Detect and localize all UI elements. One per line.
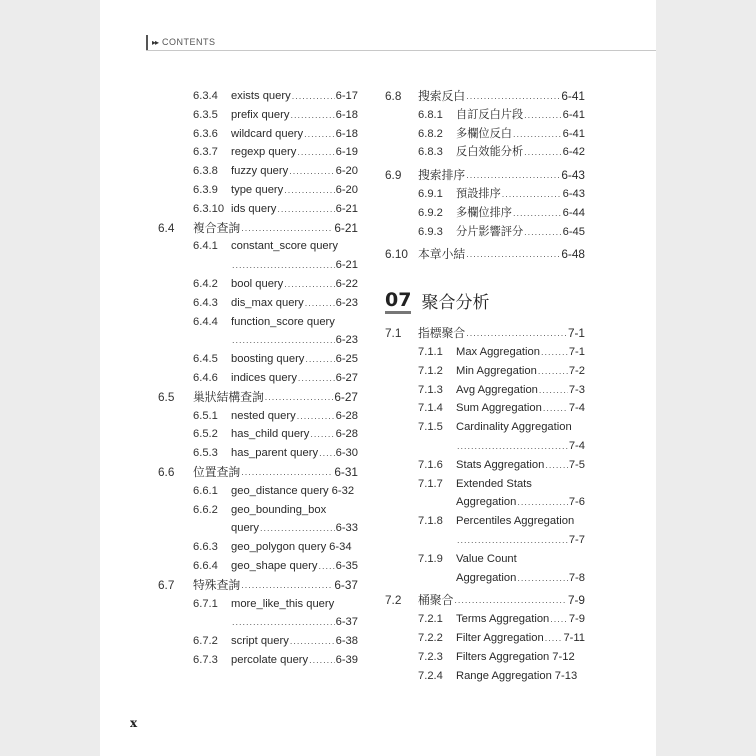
toc-entry-page: 6-22 — [335, 277, 358, 290]
toc-entry-title: script query — [231, 635, 289, 648]
toc-entry-title: geo_distance query — [231, 484, 329, 497]
toc-entry-page: 6-17 — [335, 90, 358, 102]
toc-entry-title: function_score query — [231, 315, 335, 328]
toc-entry-number: 6.5.2 — [193, 428, 218, 441]
toc-entry-title: Percentiles Aggregation — [456, 515, 575, 528]
toc-entry-page: 7-7 — [568, 533, 585, 546]
toc-subsection-entry[interactable] — [158, 407, 358, 426]
toc-section-entry[interactable] — [158, 463, 358, 482]
header-bar — [146, 35, 148, 50]
toc-leader-dots — [290, 632, 335, 651]
toc-entry-number: 7.1.2 — [418, 364, 443, 377]
toc-entry-page: 6-32 — [331, 484, 355, 497]
toc-entry-title: 搜索反白 — [418, 89, 466, 103]
toc-entry-continuation[interactable] — [385, 531, 585, 550]
toc-entry-number: 6.6.4 — [193, 559, 218, 572]
toc-entry-number: 6.4.4 — [193, 315, 218, 328]
toc-leader-dots — [241, 219, 333, 238]
header-arrows-icon: ▸▸ — [152, 37, 159, 47]
toc-subsection-entry[interactable] — [158, 275, 358, 294]
toc-entry-number: 6.9.1 — [418, 187, 443, 200]
toc-entry-number: 6.9.3 — [418, 225, 443, 238]
toc-entry-title: 指標聚合 — [418, 326, 466, 341]
toc-entry-page: 6-41 — [562, 127, 585, 140]
toc-entry-number: 7.1 — [385, 326, 402, 341]
toc-entry-title: prefix query — [231, 108, 290, 121]
toc-entry-page: 6-31 — [334, 464, 358, 479]
header-rule — [146, 50, 656, 51]
toc-leader-dots — [284, 181, 334, 200]
toc-subsection-entry[interactable] — [385, 550, 585, 569]
toc-entry-title: 本章小結 — [418, 247, 466, 262]
toc-leader-dots — [232, 256, 335, 275]
toc-entry-number: 6.7.3 — [193, 653, 218, 666]
toc-entry-number: 6.3.10 — [193, 202, 225, 215]
toc-entry-title: Aggregation — [456, 496, 517, 509]
toc-entry-number: 6.8.2 — [418, 127, 443, 140]
toc-entry-title: 搜索排序 — [418, 168, 466, 183]
toc-entry-number: 6.4.2 — [193, 277, 218, 290]
toc-subsection-entry[interactable] — [158, 181, 358, 200]
toc-leader-dots — [277, 200, 334, 219]
toc-entry-title: 預設排序 — [456, 187, 501, 200]
running-header — [146, 34, 216, 50]
toc-leader-dots — [550, 610, 568, 629]
toc-entry-page: 6-37 — [335, 616, 358, 629]
toc-entry-title: geo_shape query — [231, 559, 318, 572]
toc-subsection-entry[interactable] — [158, 125, 358, 144]
toc-entry-page: 6-41 — [561, 89, 585, 103]
toc-subsection-entry[interactable] — [158, 237, 358, 256]
toc-entry-page: 6-30 — [335, 447, 358, 460]
toc-entry-title: ids query — [231, 202, 277, 215]
toc-subsection-entry[interactable] — [158, 106, 358, 125]
toc-entry-number: 7.2.3 — [418, 650, 443, 663]
toc-entry-page: 6-43 — [561, 168, 585, 183]
toc-entry-page: 6-35 — [335, 559, 358, 572]
toc-subsection-entry[interactable] — [385, 362, 585, 381]
toc-subsection-entry[interactable] — [385, 125, 585, 144]
toc-entry-title: has_parent query — [231, 447, 319, 460]
toc-entry-title: Stats Aggregation — [456, 458, 545, 471]
toc-section-entry[interactable] — [385, 166, 585, 185]
toc-entry-page: 7-13 — [554, 669, 578, 682]
toc-entry-title: fuzzy query — [231, 165, 289, 178]
toc-entry-number: 6.7.2 — [193, 635, 218, 648]
toc-leader-dots — [538, 362, 568, 381]
toc-entry-page: 6-18 — [335, 127, 358, 140]
toc-leader-dots — [305, 350, 334, 369]
toc-entry-title: 多欄位反白 — [456, 127, 512, 140]
toc-entry-continuation[interactable] — [158, 519, 358, 538]
toc-section-entry[interactable] — [158, 388, 358, 407]
toc-entry-number: 7.2.2 — [418, 631, 443, 644]
toc-subsection-entry[interactable] — [158, 538, 358, 557]
toc-leader-dots — [545, 456, 568, 475]
toc-leader-dots — [284, 275, 334, 294]
toc-entry-number: 6.9.2 — [418, 206, 443, 219]
toc-entry-number: 6.9 — [385, 168, 402, 183]
toc-leader-dots — [309, 651, 334, 670]
toc-leader-dots — [466, 166, 560, 185]
toc-entry-page: 7-9 — [568, 613, 585, 626]
toc-entry-number: 6.5 — [158, 389, 175, 404]
toc-leader-dots — [265, 388, 334, 407]
toc-entry-number: 6.3.8 — [193, 165, 218, 178]
toc-entry-number: 7.1.6 — [418, 458, 443, 471]
toc-entry-number: 6.4.6 — [193, 371, 218, 384]
toc-subsection-entry[interactable] — [158, 425, 358, 444]
toc-entry-number: 7.1.9 — [418, 552, 443, 565]
toc-leader-dots — [232, 331, 335, 350]
toc-entry-number: 6.3.6 — [193, 127, 218, 140]
toc-chapter-7 — [385, 324, 585, 685]
toc-subsection-entry[interactable] — [385, 456, 585, 475]
toc-leader-dots — [305, 294, 335, 313]
toc-entry-number: 7.2.1 — [418, 613, 443, 626]
toc-section-entry[interactable] — [385, 591, 585, 610]
toc-entry-page: 6-28 — [335, 428, 358, 441]
toc-leader-dots — [241, 463, 333, 482]
toc-entry-number: 6.3.9 — [193, 183, 218, 196]
toc-leader-dots — [289, 162, 334, 181]
toc-leader-dots — [241, 576, 333, 595]
toc-entry-page: 7-8 — [568, 571, 585, 584]
toc-leader-dots — [319, 444, 335, 463]
toc-subsection-entry[interactable] — [158, 369, 358, 388]
toc-leader-dots — [304, 125, 334, 144]
toc-leader-dots — [524, 143, 561, 162]
toc-entry-page: 7-1 — [567, 326, 585, 341]
toc-entry-title: constant_score query — [231, 240, 338, 253]
toc-entry-number: 6.4.1 — [193, 240, 218, 253]
toc-entry-title: Extended Stats — [456, 477, 532, 490]
toc-entry-page: 6-23 — [335, 296, 358, 309]
toc-entry-title: 反白效能分析 — [456, 146, 524, 159]
toc-subsection-entry[interactable] — [158, 651, 358, 670]
toc-entry-number: 6.4 — [158, 220, 175, 235]
toc-subsection-entry[interactable] — [385, 223, 585, 242]
toc-section-entry[interactable] — [385, 87, 585, 106]
toc-entry-page: 6-18 — [335, 108, 358, 121]
toc-leader-dots — [545, 629, 563, 648]
toc-entry-number: 6.8.1 — [418, 108, 443, 121]
toc-leader-dots — [541, 343, 568, 362]
header-label: CONTENTS — [162, 37, 216, 47]
toc-entry-title: Filter Aggregation — [456, 631, 544, 644]
toc-entry-page: 6-21 — [334, 220, 358, 235]
toc-entry-page: 6-43 — [562, 187, 585, 200]
toc-leader-dots — [466, 324, 567, 343]
toc-entry-page: 6-34 — [329, 541, 352, 554]
toc-entry-page: 6-27 — [334, 389, 358, 404]
toc-leader-dots — [513, 125, 562, 144]
toc-entry-continuation[interactable] — [158, 613, 358, 632]
toc-entry-number: 7.1.8 — [418, 515, 443, 528]
toc-entry-title: 巢狀結構查詢 — [193, 389, 264, 404]
toc-entry-number: 7.1.7 — [418, 477, 443, 490]
toc-entry-page: 7-6 — [568, 496, 585, 509]
toc-entry-continuation[interactable] — [158, 256, 358, 275]
toc-entry-number: 7.1.3 — [418, 383, 443, 396]
toc-leader-dots — [454, 591, 567, 610]
toc-subsection-entry[interactable] — [158, 294, 358, 313]
toc-subsection-entry[interactable] — [385, 185, 585, 204]
toc-entry-page: 7-4 — [568, 439, 585, 452]
toc-entry-title: Terms Aggregation — [456, 613, 550, 626]
toc-leader-dots — [502, 185, 562, 204]
toc-entry-number: 6.7 — [158, 577, 175, 592]
toc-leader-dots — [290, 106, 334, 125]
toc-right-column — [385, 87, 585, 685]
toc-entry-title: 桶聚合 — [418, 593, 454, 608]
toc-subsection-entry[interactable] — [158, 632, 358, 651]
toc-subsection-entry[interactable] — [385, 610, 585, 629]
toc-entry-page: 6-27 — [335, 371, 358, 384]
toc-entry-title: Range Aggregation — [456, 669, 552, 682]
toc-leader-dots — [466, 245, 560, 264]
toc-subsection-entry[interactable] — [158, 200, 358, 219]
toc-entry-number: 6.3.7 — [193, 146, 218, 159]
toc-entry-number: 6.3.4 — [193, 90, 218, 102]
toc-entry-page: 7-9 — [567, 593, 585, 608]
toc-subsection-entry[interactable] — [158, 557, 358, 576]
toc-entry-title: query — [231, 522, 259, 535]
toc-entry-page: 7-1 — [568, 345, 585, 358]
toc-entry-number: 6.6 — [158, 464, 175, 479]
toc-entry-page: 6-41 — [562, 108, 585, 121]
toc-entry-page: 6-48 — [561, 247, 585, 262]
toc-entry-page: 6-33 — [335, 522, 358, 535]
toc-entry-page: 6-37 — [334, 577, 358, 592]
toc-leader-dots — [466, 87, 560, 106]
toc-entry-page: 6-21 — [335, 202, 358, 215]
toc-entry-page: 7-11 — [563, 631, 585, 644]
toc-entry-number: 6.4.5 — [193, 353, 218, 366]
toc-leader-dots — [292, 87, 335, 106]
toc-subsection-entry[interactable] — [385, 475, 585, 494]
toc-entry-page: 6-44 — [562, 206, 585, 219]
toc-entry-page: 7-4 — [568, 402, 585, 415]
toc-subsection-entry[interactable] — [158, 143, 358, 162]
toc-entry-title: regexp query — [231, 146, 297, 159]
toc-entry-page: 6-20 — [335, 165, 358, 178]
toc-section-entry[interactable] — [385, 245, 585, 264]
toc-leader-dots — [310, 425, 334, 444]
toc-entry-title: more_like_this query — [231, 597, 335, 610]
toc-leader-dots — [543, 399, 568, 418]
toc-entry-page: 6-23 — [335, 334, 358, 347]
toc-entry-title: Cardinality Aggregation — [456, 421, 572, 434]
toc-entry-page: 6-39 — [335, 653, 358, 666]
toc-entry-title: exists query — [231, 90, 291, 102]
toc-entry-number: 6.4.3 — [193, 296, 218, 309]
toc-entry-number: 6.5.3 — [193, 447, 218, 460]
toc-leader-dots — [297, 143, 334, 162]
toc-subsection-entry[interactable] — [158, 595, 358, 614]
toc-entry-continuation[interactable] — [385, 569, 585, 588]
toc-entry-continuation[interactable] — [385, 493, 585, 512]
toc-entry-page: 6-25 — [335, 353, 358, 366]
toc-leader-dots — [297, 407, 335, 426]
toc-section-entry[interactable] — [385, 324, 585, 343]
toc-entry-title: Avg Aggregation — [456, 383, 538, 396]
toc-leader-dots — [260, 519, 335, 538]
toc-section-entry[interactable] — [158, 219, 358, 238]
toc-entry-number: 6.8.3 — [418, 146, 443, 159]
toc-entry-title: Sum Aggregation — [456, 402, 542, 415]
toc-subsection-entry[interactable] — [385, 667, 585, 686]
toc-entry-number: 7.1.1 — [418, 345, 443, 358]
toc-leader-dots — [298, 369, 335, 388]
chapter-number: 07 — [385, 290, 411, 314]
toc-subsection-entry[interactable] — [385, 418, 585, 437]
toc-subsection-entry[interactable] — [158, 482, 358, 501]
chapter-heading — [385, 290, 585, 314]
toc-leader-dots — [539, 381, 568, 400]
toc-entry-page: 6-21 — [335, 259, 358, 272]
toc-subsection-entry[interactable] — [158, 501, 358, 520]
toc-entry-title: Filters Aggregation — [456, 650, 550, 663]
toc-entry-title: wildcard query — [231, 127, 304, 140]
chapter-title: 聚合分析 — [421, 293, 490, 313]
toc-entry-page: 7-12 — [552, 650, 575, 663]
toc-left-column — [158, 87, 358, 670]
toc-entry-page: 6-45 — [562, 225, 585, 238]
toc-entry-number: 7.1.4 — [418, 402, 443, 415]
toc-entry-number: 6.3.5 — [193, 108, 218, 121]
toc-entry-number: 7.2 — [385, 593, 402, 608]
toc-entry-title: percolate query — [231, 653, 309, 666]
toc-entry-title: nested query — [231, 409, 296, 422]
toc-subsection-entry[interactable] — [385, 648, 585, 667]
toc-entry-number: 6.7.1 — [193, 597, 218, 610]
toc-entry-title: 特殊查詢 — [193, 577, 241, 592]
toc-entry-title: dis_max query — [231, 296, 304, 309]
toc-entry-title: 複合查詢 — [193, 220, 241, 235]
toc-subsection-entry[interactable] — [385, 143, 585, 162]
toc-leader-dots — [524, 223, 561, 242]
toc-subsection-entry[interactable] — [385, 629, 585, 648]
toc-entry-continuation[interactable] — [158, 331, 358, 350]
toc-leader-dots — [524, 106, 561, 125]
toc-leader-dots — [513, 204, 562, 223]
toc-entry-number: 6.6.2 — [193, 503, 218, 516]
toc-subsection-entry[interactable] — [158, 313, 358, 332]
toc-entry-page: 6-20 — [335, 183, 358, 196]
toc-chapter-6-continued — [385, 87, 585, 264]
toc-entry-page: 6-28 — [335, 409, 358, 422]
toc-entry-title: Value Count — [456, 552, 517, 565]
toc-entry-title: Max Aggregation — [456, 345, 540, 358]
toc-entry-page: 6-42 — [562, 146, 585, 159]
toc-entry-page: 7-3 — [568, 383, 585, 396]
toc-subsection-entry[interactable] — [158, 444, 358, 463]
toc-entry-title: Min Aggregation — [456, 364, 537, 377]
toc-leader-dots — [457, 437, 568, 456]
toc-entry-number: 6.8 — [385, 89, 402, 103]
toc-entry-number: 6.5.1 — [193, 409, 218, 422]
toc-entry-title: 位置查詢 — [193, 464, 241, 479]
toc-entry-number: 7.2.4 — [418, 669, 443, 682]
toc-entry-number: 7.1.5 — [418, 421, 443, 434]
toc-entry-continuation[interactable] — [385, 437, 585, 456]
toc-subsection-entry[interactable] — [385, 512, 585, 531]
toc-entry-title: bool query — [231, 277, 284, 290]
toc-leader-dots — [517, 493, 567, 512]
toc-subsection-entry[interactable] — [385, 381, 585, 400]
toc-entry-page: 6-19 — [335, 146, 358, 159]
toc-entry-title: boosting query — [231, 353, 305, 366]
toc-leader-dots — [457, 531, 568, 550]
toc-entry-page: 7-5 — [568, 458, 585, 471]
toc-entry-title: geo_polygon query — [231, 541, 327, 554]
toc-subsection-entry[interactable] — [385, 343, 585, 362]
toc-subsection-entry[interactable] — [158, 162, 358, 181]
toc-entry-title: 多欄位排序 — [456, 206, 512, 219]
toc-entry-page: 6-38 — [335, 635, 358, 648]
toc-leader-dots — [517, 569, 567, 588]
toc-entry-number: 6.6.3 — [193, 541, 218, 554]
toc-leader-dots — [318, 557, 334, 576]
toc-entry-title: has_child query — [231, 428, 310, 441]
toc-entry-title: Aggregation — [456, 571, 517, 584]
toc-subsection-entry[interactable] — [385, 106, 585, 125]
toc-entry-number: 6.6.1 — [193, 484, 218, 497]
toc-entry-title: geo_bounding_box — [231, 503, 327, 516]
toc-entry-title: indices query — [231, 371, 297, 384]
toc-subsection-entry[interactable] — [158, 87, 358, 106]
toc-subsection-entry[interactable] — [385, 399, 585, 418]
toc-leader-dots — [232, 613, 335, 632]
toc-entry-title: 分片影響評分 — [456, 225, 524, 238]
toc-section-entry[interactable] — [158, 576, 358, 595]
page-number: x — [130, 716, 138, 730]
toc-subsection-entry[interactable] — [385, 204, 585, 223]
toc-entry-number: 6.10 — [385, 247, 408, 262]
toc-entry-title: 自訂反白片段 — [456, 108, 524, 121]
toc-entry-title: type query — [231, 183, 284, 196]
toc-entry-page: 7-2 — [568, 364, 585, 377]
toc-subsection-entry[interactable] — [158, 350, 358, 369]
